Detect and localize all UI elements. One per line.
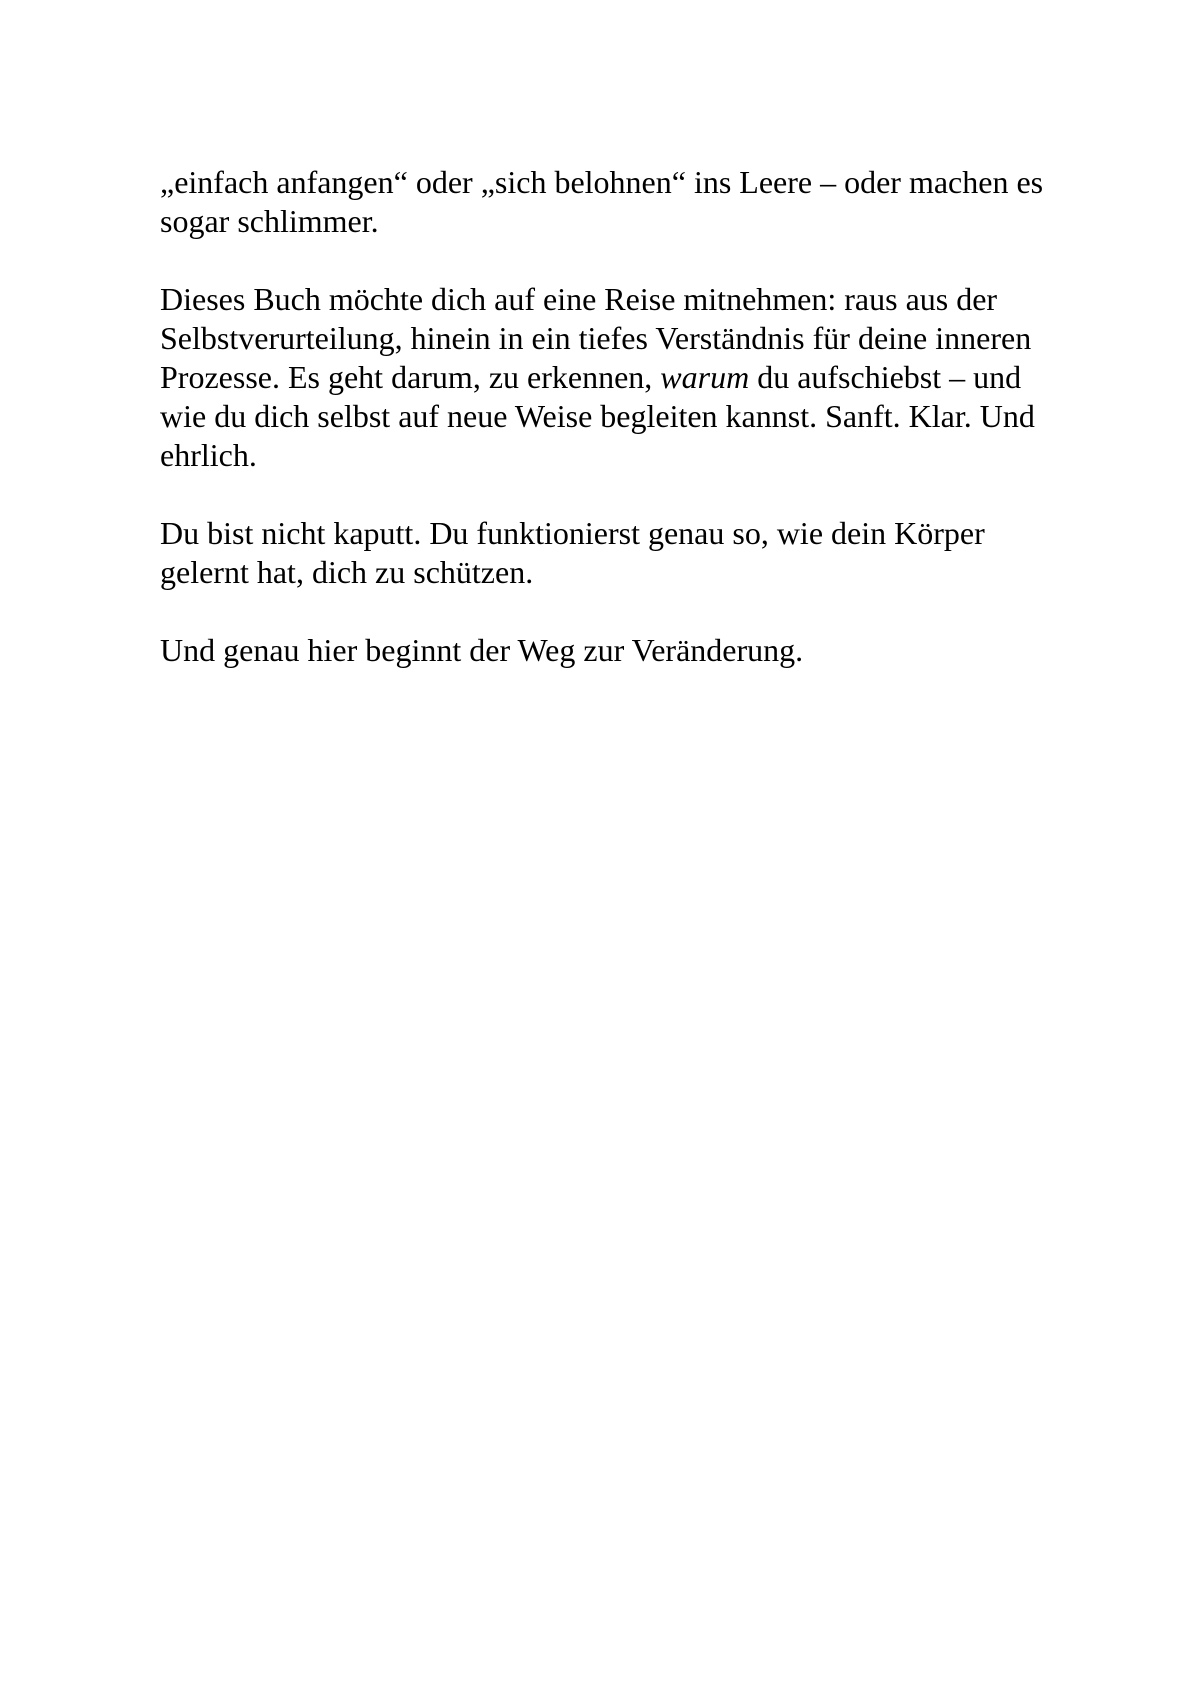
paragraph-reassurance: Du bist nicht kaputt. Du funktionierst genau so, wie dein Körper gelernt hat, dich zu schützen.: [160, 515, 985, 590]
paragraph-text-before-emphasis: Dieses Buch möchte dich auf eine Reise mitnehmen: raus aus der Selbstverurteilung, hinein in ein tiefes Verständnis für deine inneren Prozesse. Es geht darum, zu erkennen,: [160, 281, 1032, 395]
body-text: [160, 163, 1060, 709]
paragraph-continuation: „einfach anfangen“ oder „sich belohnen“ ins Leere – oder machen es sogar schlimmer.: [160, 164, 1044, 239]
paragraph-book-purpose: [160, 280, 1060, 475]
emphasized-word: warum: [660, 359, 750, 395]
paragraph-closing: Und genau hier beginnt der Weg zur Veränderung.: [160, 632, 804, 668]
paragraph-text-after-emphasis: du aufschiebst – und wie du dich selbst auf neue Weise begleiten kannst. Sanft. Klar. Und ehrlich.: [160, 359, 1035, 473]
